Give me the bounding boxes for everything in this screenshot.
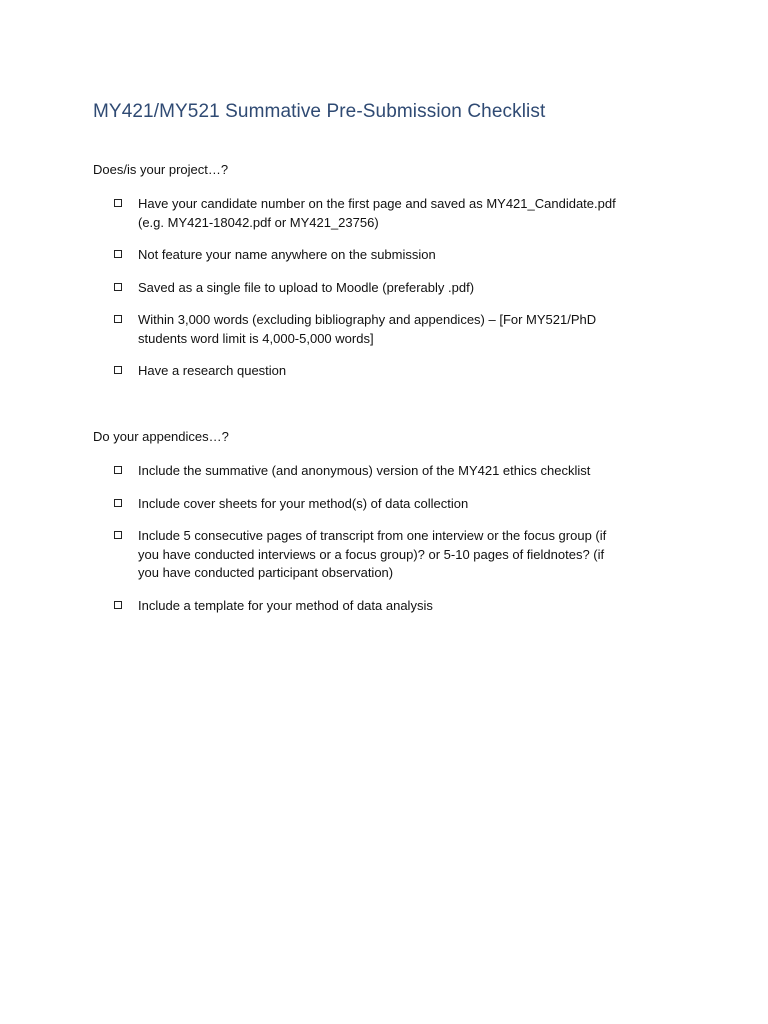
checklist-item: [114, 195, 674, 232]
checklist-item: [114, 279, 674, 298]
checklist-item: [114, 597, 674, 616]
checklist-appendices: [114, 462, 674, 629]
checkbox-icon[interactable]: [114, 499, 122, 507]
checkbox-icon[interactable]: [114, 283, 122, 291]
checklist-item-text: Include the summative (and anonymous) version of the MY421 ethics checklist: [138, 463, 591, 478]
section-heading-appendices: Do your appendices…?: [93, 429, 229, 444]
checklist-item-text: Have your candidate number on the first page and saved as MY421_Candidate.pdf (e.g. MY421-18042.pdf or MY421_23756): [138, 196, 616, 230]
checklist-item: [114, 311, 674, 348]
checklist-item-text: Within 3,000 words (excluding bibliography and appendices) – [For MY521/PhD students word limit is 4,000-5,000 words]: [138, 312, 597, 346]
checklist-item-text: Saved as a single file to upload to Moodle (preferably .pdf): [138, 279, 475, 295]
checklist-item-text: Include 5 consecutive pages of transcript from one interview or the focus group (if you have conducted interviews or a focus group)? or 5-10 pages of fieldnotes? (if you have conducted participant observation): [138, 528, 607, 580]
checkbox-icon[interactable]: [114, 315, 122, 323]
checkbox-icon[interactable]: [114, 531, 122, 539]
checklist-item-text: Have a research question: [138, 363, 287, 378]
checkbox-icon[interactable]: [114, 250, 122, 258]
checklist-item: [114, 246, 674, 265]
checklist-item-text: Include cover sheets for your method(s) of data collection: [138, 495, 469, 511]
checklist-item: [114, 495, 674, 514]
checklist-item: [114, 362, 674, 381]
section-heading-project: Does/is your project…?: [93, 162, 229, 177]
checkbox-icon[interactable]: [114, 601, 122, 609]
checklist-item: [114, 527, 674, 583]
checklist-item: [114, 462, 674, 481]
checklist-project: [114, 195, 674, 395]
checklist-item-text: Not feature your name anywhere on the submission: [138, 247, 436, 262]
checkbox-icon[interactable]: [114, 366, 122, 374]
document-title: MY421/MY521 Summative Pre-Submission Checklist: [93, 101, 546, 122]
checkbox-icon[interactable]: [114, 199, 122, 207]
checkbox-icon[interactable]: [114, 466, 122, 474]
checklist-item-text: Include a template for your method of data analysis: [138, 597, 433, 613]
